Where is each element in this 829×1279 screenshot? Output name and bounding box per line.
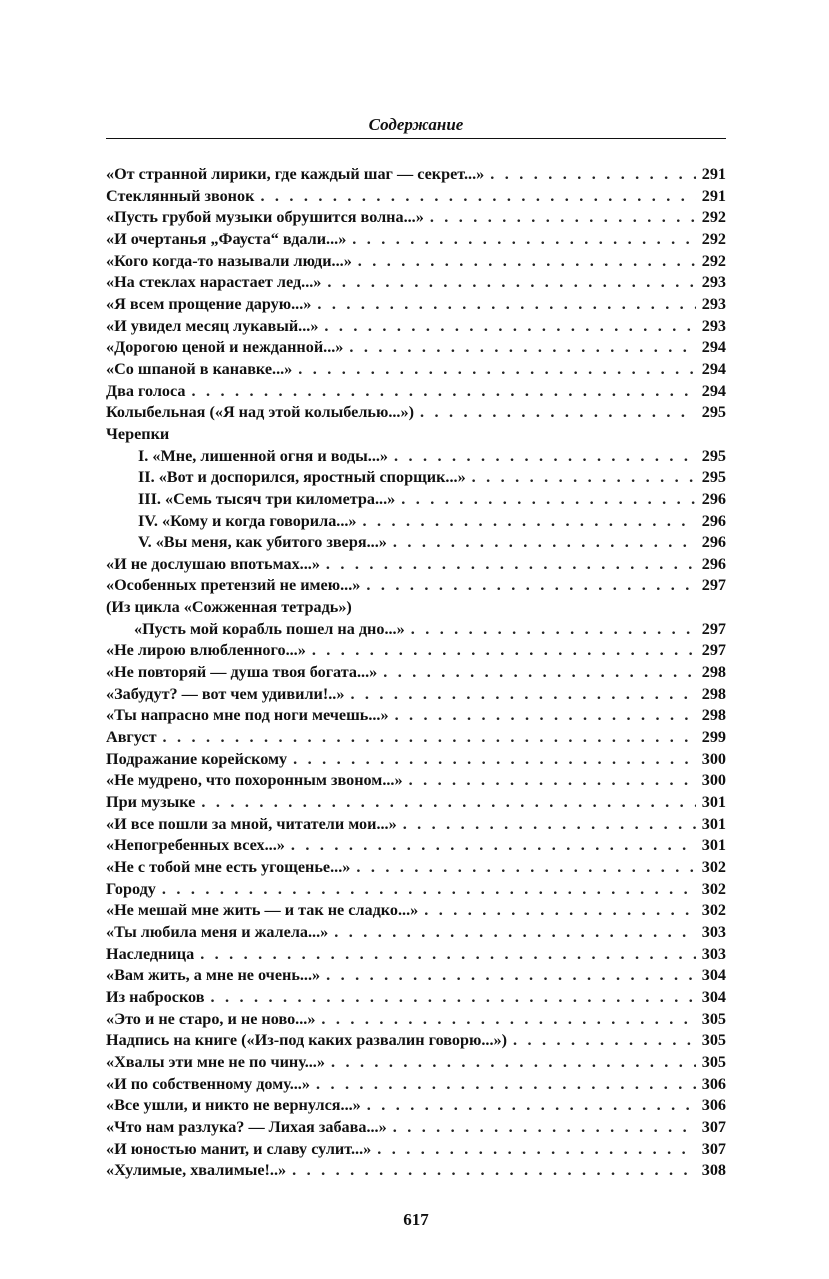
dot-leader (201, 792, 696, 814)
dot-leader (291, 835, 696, 857)
dot-leader (352, 229, 696, 251)
toc-entry-title: «Пусть мой корабль пошел на дно...» (134, 619, 405, 638)
toc-entry-page: 296 (701, 489, 726, 508)
toc-entry-title: «И не дослушаю впотьмах...» (106, 554, 320, 573)
dot-leader (324, 316, 696, 338)
toc-entry-page: 305 (701, 1052, 726, 1071)
dot-leader (411, 619, 696, 641)
toc-entry (106, 1009, 726, 1031)
toc-entry-title: Стеклянный звонок (106, 186, 255, 205)
toc-entry-title: «Что нам разлука? — Лихая забава...» (106, 1117, 387, 1136)
toc-entry (106, 987, 726, 1009)
toc-entry-title: «Кого когда-то называли люди...» (106, 251, 352, 270)
toc-entry (106, 705, 726, 727)
dot-leader (312, 640, 696, 662)
toc-entry-title: «Дорогою ценой и нежданной...» (106, 338, 344, 357)
toc-entry-page: 295 (701, 403, 726, 422)
toc-entry (106, 1030, 726, 1052)
toc-entry-page: 291 (701, 186, 726, 205)
toc-entry-page: 292 (701, 251, 726, 270)
toc-entry-title: «Забудут? — вот чем удивили!..» (106, 684, 345, 703)
toc-entry-page: 302 (701, 901, 726, 920)
dot-leader (321, 1009, 696, 1031)
toc-entry-page: 291 (701, 165, 726, 183)
toc-entry-title: «Со шпаной в канавке...» (106, 359, 293, 378)
toc-entry-title: II. «Вот и доспорился, яростный спорщик...» (138, 468, 466, 487)
toc-entry-page: 297 (701, 619, 726, 638)
toc-entry-page: 299 (701, 728, 726, 747)
toc-entry-title: I. «Мне, лишенной огня и воды...» (138, 446, 389, 465)
dot-leader (472, 467, 696, 489)
dot-leader (366, 575, 696, 597)
toc-entry-title: «И все пошли за мной, читатели мои...» (106, 814, 397, 833)
toc-entry-page: 293 (701, 316, 726, 335)
toc-entry-page: 296 (701, 533, 726, 552)
dot-leader (349, 337, 696, 359)
toc-entry (106, 770, 726, 792)
dot-leader (331, 1052, 696, 1074)
toc-entry-page: 295 (701, 468, 726, 487)
toc-entry-page: 304 (701, 987, 726, 1006)
toc-entry (106, 1160, 726, 1182)
toc-entry (106, 597, 726, 619)
toc-entry-page: 307 (701, 1117, 726, 1136)
toc-entry (106, 1095, 726, 1117)
toc-entry-title: IV. «Кому и когда говорила...» (138, 511, 357, 530)
dot-leader (162, 879, 696, 901)
dot-leader (430, 207, 696, 229)
dot-leader (316, 1074, 696, 1096)
toc-entry-page: 303 (701, 922, 726, 941)
toc-entry-title: Городу (106, 879, 156, 898)
toc-entry-title: V. «Вы меня, как убитого зверя...» (138, 533, 387, 552)
toc-entry-title: Наследница (106, 944, 195, 963)
toc-entry (106, 1117, 726, 1139)
dot-leader (383, 662, 696, 684)
dot-leader (298, 359, 696, 381)
toc-entry (106, 879, 726, 901)
dot-leader (395, 705, 696, 727)
toc-entry (106, 446, 726, 468)
toc-entry-title: Колыбельная («Я над этой колыбелью...») (106, 403, 414, 422)
dot-leader (326, 554, 696, 576)
toc-entry-page: 294 (701, 381, 726, 400)
toc-entry (106, 467, 726, 489)
dot-leader (409, 770, 696, 792)
toc-entry-page: 298 (701, 706, 726, 725)
toc-entry-page: 300 (701, 749, 726, 768)
toc-entry-title: «Я всем прощение дарую...» (106, 294, 312, 313)
toc-entry-page: 298 (701, 663, 726, 682)
dot-leader (403, 814, 696, 836)
dot-leader (334, 922, 696, 944)
toc-entry (106, 727, 726, 749)
toc-entry-page: 306 (701, 1096, 726, 1115)
toc-entry (106, 532, 726, 554)
toc-entry-page: 308 (701, 1161, 726, 1180)
toc-entry-title: «От странной лирики, где каждый шаг — секрет...» (106, 165, 485, 183)
toc-entry-page: 293 (701, 273, 726, 292)
dot-leader (163, 727, 696, 749)
toc-entry (106, 640, 726, 662)
toc-entry-title: Август (106, 728, 157, 747)
toc-entry (106, 337, 726, 359)
toc-entry (106, 1074, 726, 1096)
toc-entry-title: «Особенных претензий не имею...» (106, 576, 361, 595)
dot-leader (200, 944, 696, 966)
toc-entry-page: 301 (701, 793, 726, 812)
toc-entry-title: «Ты любила меня и жалела...» (106, 922, 329, 941)
toc-entry-page: 292 (701, 208, 726, 227)
toc-entry (106, 835, 726, 857)
dot-leader (513, 1030, 696, 1052)
toc-entry (106, 251, 726, 273)
toc-entry (106, 186, 726, 208)
toc-entry (106, 511, 726, 533)
toc-entry (106, 575, 726, 597)
toc-entry-page: 294 (701, 338, 726, 357)
toc-entry-page: 305 (701, 1009, 726, 1028)
toc-entry-title: «И по собственному дому...» (106, 1074, 310, 1093)
dot-leader (293, 749, 696, 771)
dot-leader (401, 489, 696, 511)
header-rule (106, 138, 726, 139)
toc-entry-title: «Ты напрасно мне под ноги мечешь...» (106, 706, 389, 725)
dot-leader (393, 1117, 696, 1139)
toc-entry-page: 300 (701, 771, 726, 790)
toc-entry-title: «Это и не старо, и не ново...» (106, 1009, 316, 1028)
toc-entry-title: «И очертанья „Фауста“ вдали...» (106, 229, 347, 248)
toc-entry-title: III. «Семь тысяч три километра...» (138, 489, 396, 508)
toc-entry (106, 272, 726, 294)
toc-entry-page: 297 (701, 641, 726, 660)
toc-entry (106, 900, 726, 922)
toc-entry-title: «Вам жить, а мне не очень...» (106, 966, 321, 985)
toc-entry (106, 316, 726, 338)
toc-entry-page: 297 (701, 576, 726, 595)
dot-leader (292, 1160, 696, 1182)
toc-entry-title: «И увидел месяц лукавый...» (106, 316, 319, 335)
toc-entry-title: «Не с тобой мне есть угощенье...» (106, 858, 351, 876)
toc-entry-title: «Не мешай мне жить — и так не сладко...» (106, 901, 419, 920)
toc-entry (106, 164, 726, 186)
dot-leader (363, 511, 696, 533)
toc-entry (106, 922, 726, 944)
dot-leader (424, 900, 696, 922)
toc-entry-page: 305 (701, 1031, 726, 1050)
toc-entry-page: 298 (701, 684, 726, 703)
toc-entry-page: 307 (701, 1139, 726, 1158)
toc-entry (106, 749, 726, 771)
toc-entry (106, 294, 726, 316)
dot-leader (394, 446, 696, 468)
toc-entry (106, 662, 726, 684)
toc-entry-page: 301 (701, 814, 726, 833)
toc-entry-page: 302 (701, 858, 726, 876)
dot-leader (326, 965, 696, 987)
dot-leader (317, 294, 696, 316)
page-number: 617 (403, 1210, 429, 1229)
toc-entry-page: 304 (701, 966, 726, 985)
toc-entry (106, 207, 726, 229)
toc-entry (106, 619, 726, 641)
toc-entry (106, 857, 726, 879)
toc-entry (106, 424, 726, 446)
toc-entry (106, 229, 726, 251)
dot-leader (192, 381, 697, 403)
toc-entry-title: Подражание корейскому (106, 749, 288, 768)
toc-entry (106, 1139, 726, 1161)
toc-entry-page: 296 (701, 511, 726, 530)
toc-entry-page: 295 (701, 446, 726, 465)
dot-leader (490, 164, 696, 186)
toc-entry-title: «Хвалы эти мне не по чину...» (106, 1052, 325, 1071)
dot-leader (420, 402, 696, 424)
dot-leader (358, 251, 696, 273)
toc-entry-title: «На стеклах нарастает лед...» (106, 273, 322, 292)
toc-entry (106, 402, 726, 424)
toc-entry-page: 296 (701, 554, 726, 573)
toc-entry (106, 814, 726, 836)
toc-entry-page: 302 (701, 879, 726, 898)
toc-entry-page: 303 (701, 944, 726, 963)
toc-entry (106, 1052, 726, 1074)
toc-entry-page: 292 (701, 229, 726, 248)
toc-entry-title: «Не лирою влюбленного...» (106, 641, 306, 660)
dot-leader (350, 684, 696, 706)
toc-entry-title: «Непогребенных всех...» (106, 836, 285, 855)
toc-entry-page: 301 (701, 836, 726, 855)
dot-leader (210, 987, 696, 1009)
toc-entry-title: «И юностью манит, и славу сулит...» (106, 1139, 372, 1158)
toc-entry-title: При музыке (106, 793, 196, 812)
toc-entry (106, 381, 726, 403)
toc-entry (106, 965, 726, 987)
dot-leader (393, 532, 696, 554)
toc-entry-title: Из набросков (106, 987, 205, 1006)
toc-entry-page: 293 (701, 294, 726, 313)
toc-entry-title: (Из цикла «Сожженная тетрадь») (106, 598, 352, 617)
toc-entry (106, 792, 726, 814)
dot-leader (356, 857, 696, 879)
toc-entry-title: «Не повторяй — душа твоя богата...» (106, 663, 378, 682)
dot-leader (260, 186, 696, 208)
toc-entry-title: «Все ушли, и никто не вернулся...» (106, 1096, 361, 1115)
dot-leader (367, 1095, 696, 1117)
toc-entry (106, 554, 726, 576)
dot-leader (377, 1139, 696, 1161)
toc-entry-title: «Хулимые, хвалимые!..» (106, 1161, 287, 1180)
toc-entry (106, 359, 726, 381)
toc-entry-title: «Пусть грубой музыки обрушится волна...» (106, 208, 424, 227)
toc-entry-page: 294 (701, 359, 726, 378)
toc-entry (106, 489, 726, 511)
toc-entry-title: Два голоса (106, 381, 186, 400)
table-of-contents (106, 164, 726, 1182)
toc-entry (106, 684, 726, 706)
toc-entry-title: Черепки (106, 424, 170, 443)
dot-leader (327, 272, 696, 294)
toc-entry-page: 306 (701, 1074, 726, 1093)
running-header: Содержание (368, 115, 464, 134)
toc-entry-title: «Не мудрено, что похоронным звоном...» (106, 771, 403, 790)
toc-entry (106, 944, 726, 966)
toc-entry-title: Надпись на книге («Из-под каких развалин говорю...») (106, 1031, 507, 1050)
